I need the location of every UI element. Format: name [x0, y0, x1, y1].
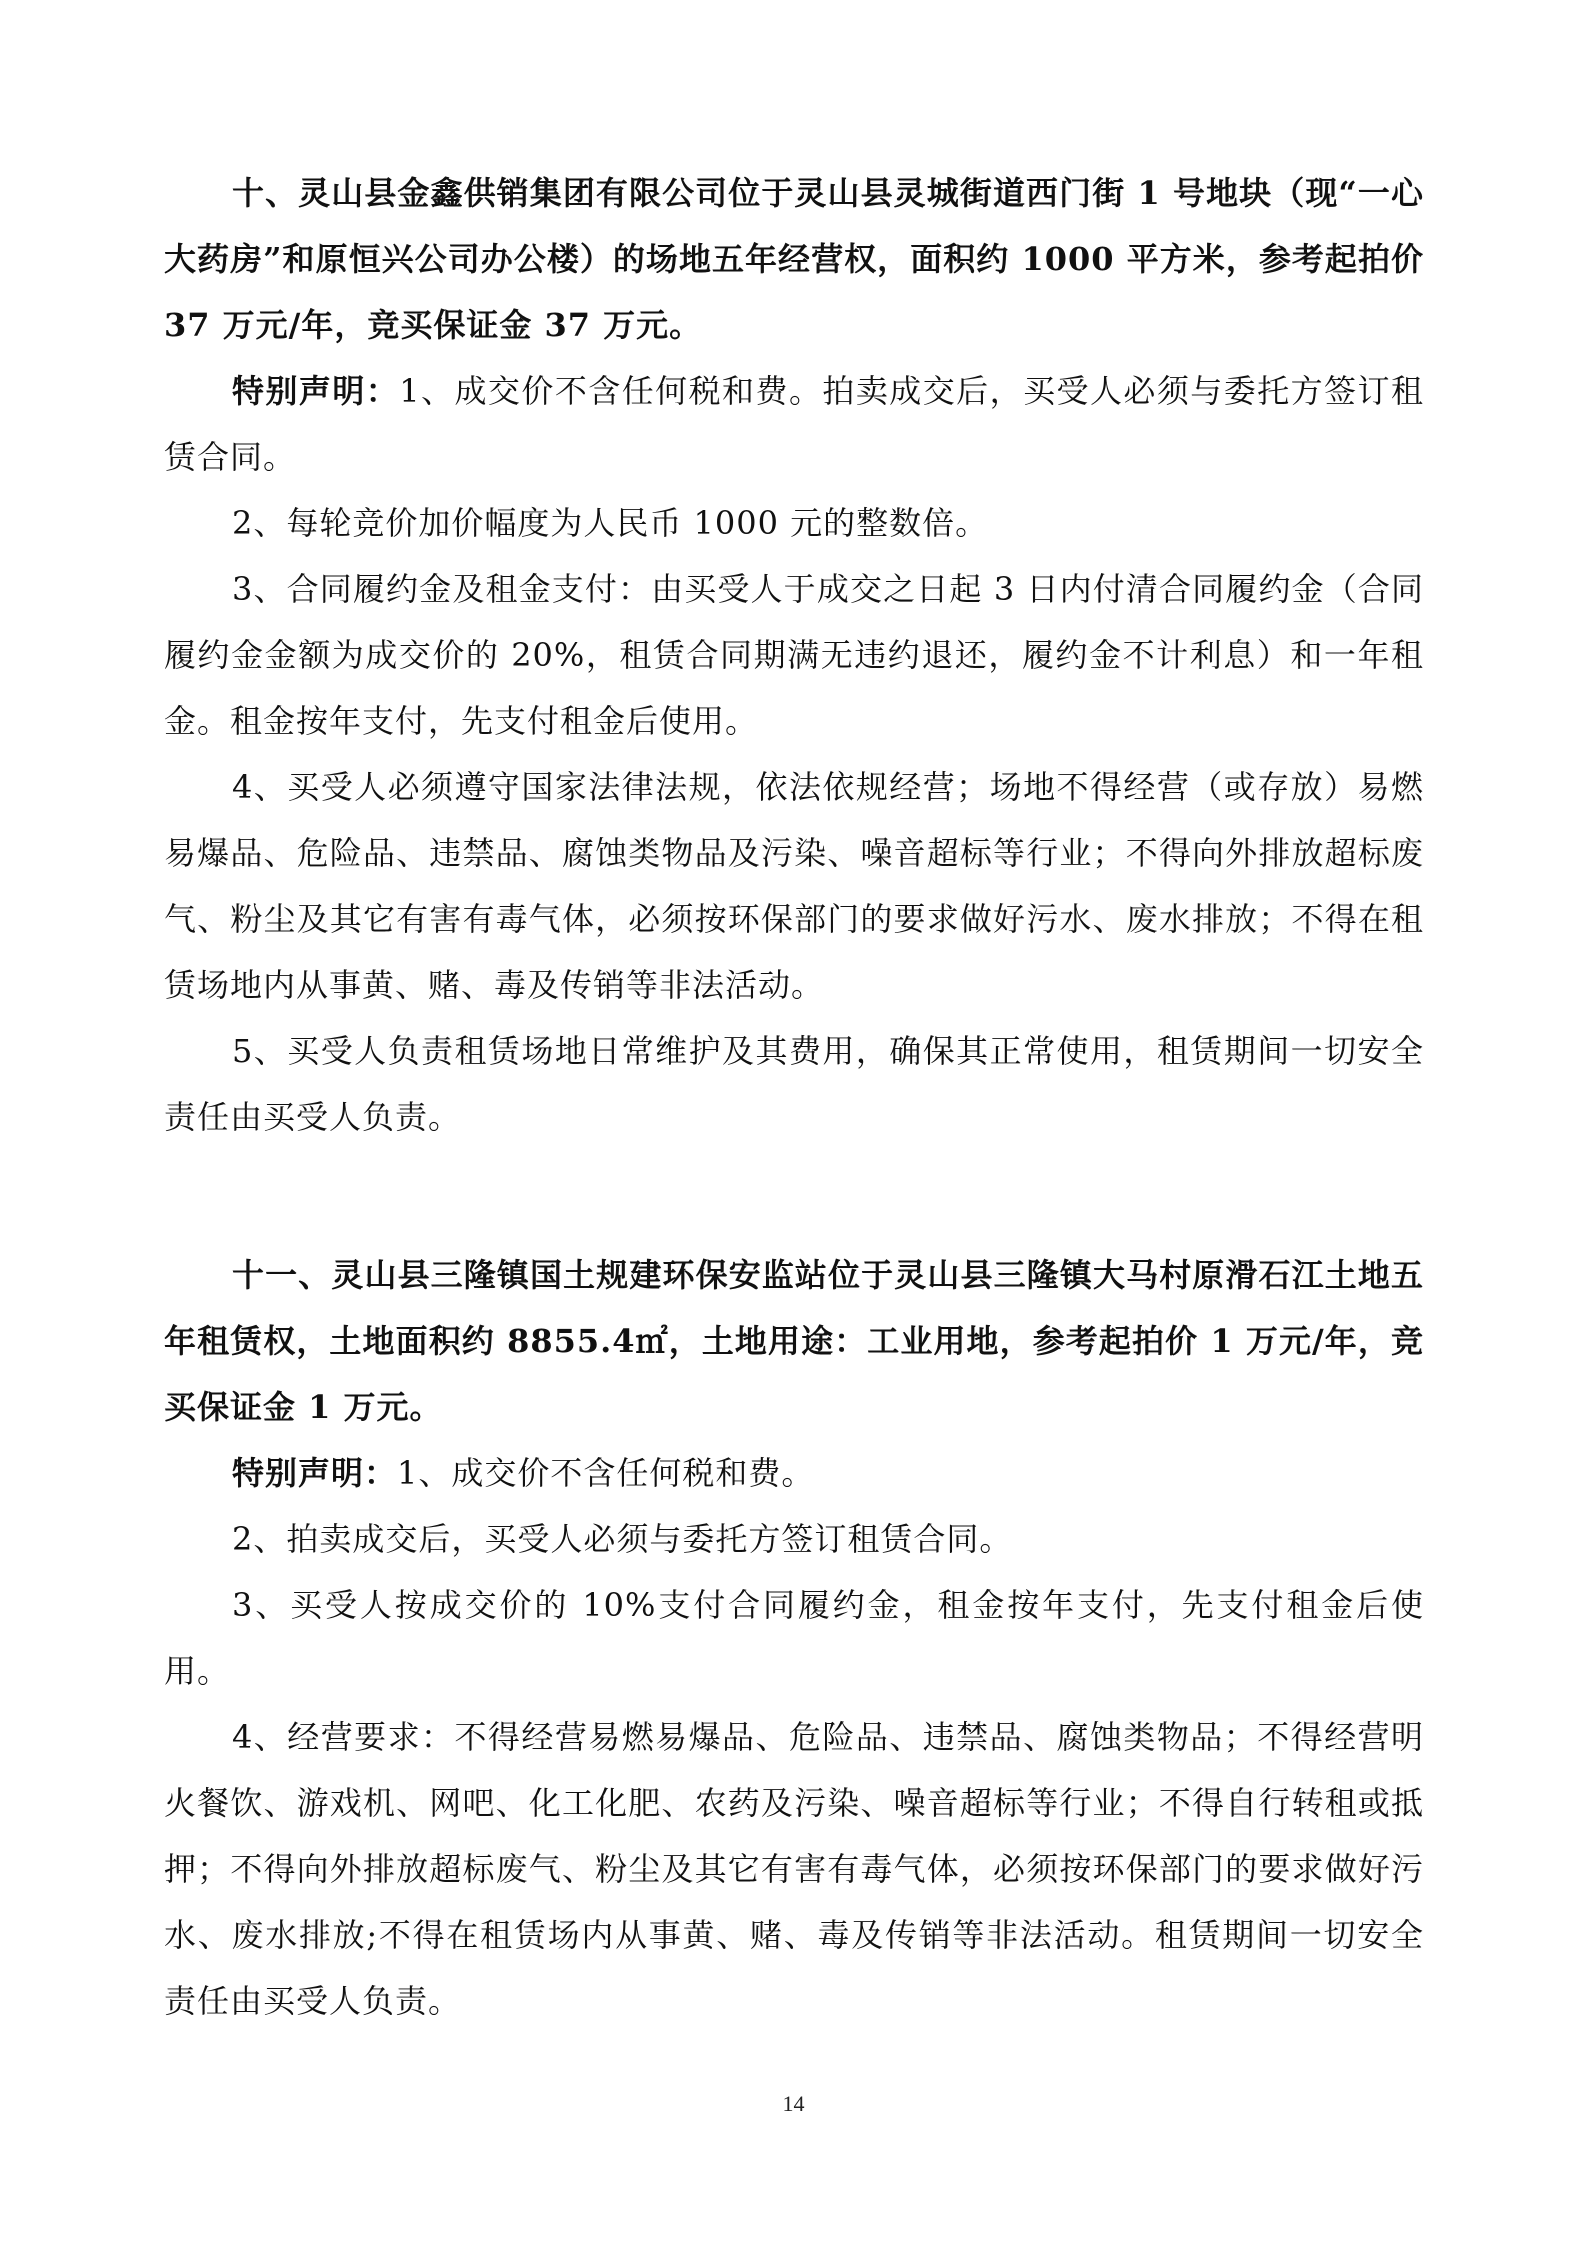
item-11-declaration-label: 特别声明： [232, 1454, 398, 1492]
item-10-declaration [164, 358, 1424, 490]
item-11-point-2: 2、拍卖成交后，买受人必须与委托方签订租赁合同。 [232, 1520, 1013, 1558]
item-10-point-3: 3、合同履约金及租金支付：由买受人于成交之日起 3 日内付清合同履约金（合同履约金金额为成交价的 20%，租赁合同期满无违约退还，履约金不计利息）和一年租金。租金按年支付，先支付租金后使用。 [164, 570, 1424, 740]
item-11-point-4: 4、经营要求：不得经营易燃易爆品、危险品、违禁品、腐蚀类物品；不得经营明火餐饮、游戏机、网吧、化工化肥、农药及污染、噪音超标等行业；不得自行转租或抵押；不得向外排放超标废气、粉尘及其它有害有毒气体，必须按环保部门的要求做好污水、废水排放;不得在租赁场内从事黄、赌、毒及传销等非法活动。租赁期间一切安全责任由买受人负责。 [164, 1718, 1424, 2020]
item-11-declaration-text: 1、成交价不含任何税和费。 [397, 1454, 815, 1492]
auction-item-11 [164, 1242, 1424, 2034]
item-10-declaration-text: 1、成交价不含任何税和费。拍卖成交后，买受人必须与委托方签订租赁合同。 [164, 372, 1424, 476]
auction-item-10 [164, 160, 1424, 1150]
item-10-heading: 十、灵山县金鑫供销集团有限公司位于灵山县灵城街道西门街 1 号地块（现“一心大药房”和原恒兴公司办公楼）的场地五年经营权，面积约 1000 平方米，参考起拍价 37 万元/年，竞买保证金 37 万元。 [164, 174, 1424, 344]
page-number: 14 [782, 2091, 805, 2116]
item-10-point-2: 2、每轮竞价加价幅度为人民币 1000 元的整数倍。 [232, 504, 989, 542]
item-11-point-3: 3、买受人按成交价的 10%支付合同履约金，租金按年支付，先支付租金后使用。 [164, 1586, 1424, 1690]
section-spacer [164, 1150, 1424, 1242]
item-11-heading: 十一、灵山县三隆镇国土规建环保安监站位于灵山县三隆镇大马村原滑石江土地五年租赁权，土地面积约 8855.4㎡，土地用途：工业用地，参考起拍价 1 万元/年，竞买保证金 1 万元。 [164, 1256, 1424, 1426]
item-10-point-4: 4、买受人必须遵守国家法律法规，依法依规经营；场地不得经营（或存放）易燃易爆品、危险品、违禁品、腐蚀类物品及污染、噪音超标等行业；不得向外排放超标废气、粉尘及其它有害有毒气体，必须按环保部门的要求做好污水、废水排放；不得在租赁场地内从事黄、赌、毒及传销等非法活动。 [164, 768, 1424, 1004]
document-page [164, 160, 1424, 2034]
item-11-declaration [164, 1440, 1424, 1506]
item-10-point-5: 5、买受人负责租赁场地日常维护及其费用，确保其正常使用，租赁期间一切安全责任由买受人负责。 [164, 1032, 1424, 1136]
item-10-declaration-label: 特别声明： [232, 372, 400, 410]
